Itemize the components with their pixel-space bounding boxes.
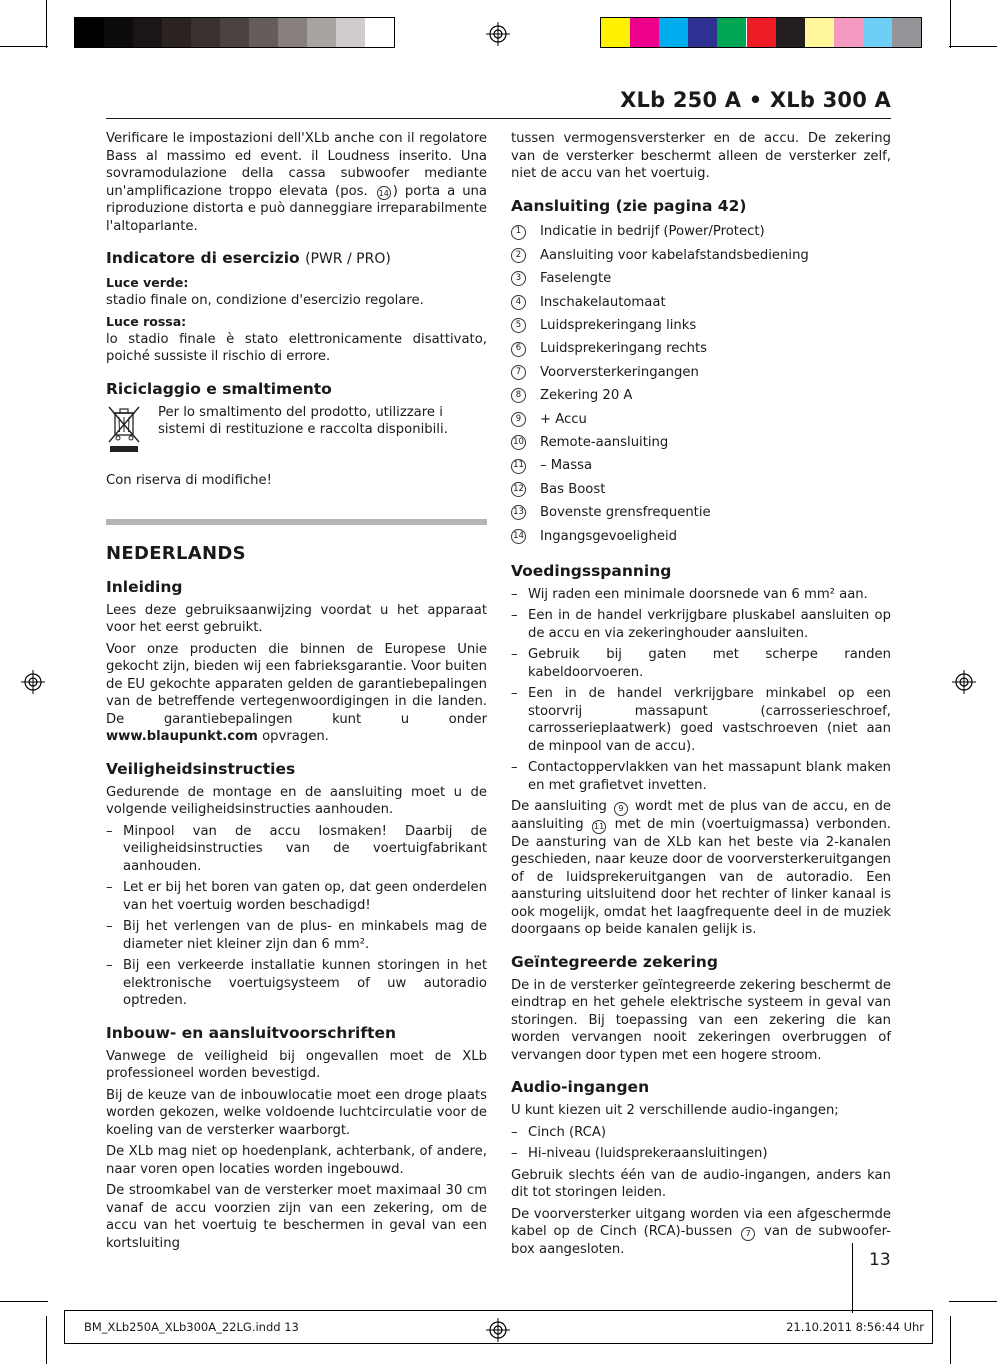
- section-heading-audio: Audio-ingangen: [511, 1078, 650, 1097]
- language-heading: NEDERLANDS: [106, 543, 246, 565]
- number-badge: 3: [511, 271, 526, 286]
- list-item: – Hi-niveau (luidsprekeraansluitingen): [511, 1145, 891, 1163]
- continued-paragraph: tussen vermogensversterker en de accu. De zekering van de versterker beschermt alleen de versterker zelf, niet de accu van het voertuig.: [511, 131, 891, 181]
- audio-list: [511, 1124, 891, 1163]
- list-item: 11 – Massa: [511, 454, 891, 477]
- list-item: 12 Bas Boost: [511, 478, 891, 501]
- number-badge: 6: [511, 342, 526, 357]
- crop-mark: [950, 1316, 951, 1364]
- power-list: [511, 586, 891, 795]
- page-number-rule: [852, 1243, 853, 1313]
- crop-mark: [949, 1301, 997, 1302]
- number-badge: 10: [511, 435, 526, 450]
- number-badge: 1: [511, 225, 526, 240]
- section-heading-power: Voedingsspanning: [511, 561, 672, 580]
- slug-filename: BM_XLb250A_XLb300A_22LG.indd 13: [84, 1320, 299, 1334]
- crop-mark: [46, 0, 47, 48]
- crossed-bin-icon: [106, 404, 142, 454]
- section-heading-installation: Inbouw- en aansluitvoorschriften: [106, 1023, 397, 1042]
- section-heading-introduction: Inleiding: [106, 577, 183, 596]
- list-item: – Contactoppervlakken van het massapunt blank maken en met grafietvet invetten.: [511, 759, 891, 794]
- number-badge: 9: [614, 802, 628, 816]
- reserve-notice: Con riserva di modifiche!: [106, 472, 272, 488]
- crop-mark: [46, 1316, 47, 1364]
- page-number: 13: [869, 1250, 891, 1270]
- number-badge: 13: [511, 505, 526, 520]
- green-light-label: Luce verde:: [106, 275, 189, 291]
- installation-paragraph-4: De stroomkabel van de versterker moet maximaal 30 cm vanaf de accu voorzien zijn van een zekering, om de accu van het voertuig te beschermen in geval van een kortsluiting: [106, 1183, 487, 1251]
- list-item: 7 Voorversterkeringangen: [511, 361, 891, 384]
- number-badge: 12: [511, 482, 526, 497]
- section-heading-fuse: Geïntegreerde zekering: [511, 952, 718, 971]
- list-item: 3 Faselengte: [511, 267, 891, 290]
- number-badge: 8: [511, 388, 526, 403]
- number-badge: 11: [511, 459, 526, 474]
- list-item: – Bij het verlengen van de plus- en minkabels mag de diameter niet kleiner zijn dan 6 mm².: [106, 918, 487, 953]
- section-heading-indicator: Indicatore di esercizio (PWR / PRO): [106, 249, 391, 268]
- number-badge: 14: [511, 529, 526, 544]
- list-item: 1 Indicatie in bedrijf (Power/Protect): [511, 221, 891, 244]
- list-item: 9 + Accu: [511, 408, 891, 431]
- power-paragraph: De aansluiting 9 wordt met de plus van de accu, en de aansluiting 11 met de min (voertuigmassa) verbonden. De aansturing van de XLb kan het beste via 2-kanalen geschieden, naar keuze door de voorversterkeruitgangen of de luidsprekeruitgangen van de autoradio. Een aansturing uitsluitend door het rechter of linker kanaal is ook mogelijk, omdat het laagfrequente deel in de muziek doorgaans op beide kanalen gelijk is.: [511, 799, 891, 938]
- color-bar-outline: [74, 17, 395, 48]
- connection-list: [511, 221, 891, 548]
- list-item: 14 Ingangsgevoeligheid: [511, 525, 891, 548]
- audio-paragraph-1: U kunt kiezen uit 2 verschillende audio-ingangen;: [511, 1103, 839, 1119]
- registration-mark-icon: [21, 670, 45, 694]
- section-heading-recycling: Riciclaggio e smaltimento: [106, 379, 332, 398]
- list-item: – Cinch (RCA): [511, 1124, 891, 1142]
- number-badge: 4: [511, 295, 526, 310]
- header-rule: [106, 118, 891, 119]
- list-item: 13 Bovenste grensfrequentie: [511, 501, 891, 524]
- audio-paragraph-2: Gebruik slechts één van de audio-ingangen, anders kan dit tot storingen leiden.: [511, 1167, 891, 1201]
- installation-paragraph-2: Bij de keuze van de inbouwlocatie moet een droge plaats worden gekozen, welke voldoende luchtcirculatie voor de koeling van de versterker waarborgt.: [106, 1087, 487, 1138]
- list-item: – Minpool van de accu losmaken! Daarbij de veiligheidsinstructies van de voertuigfabrikant aanhouden.: [106, 823, 487, 876]
- registration-mark-icon: [952, 670, 976, 694]
- registration-mark-icon: [486, 22, 510, 46]
- list-item: – Bij een verkeerde installatie kunnen storingen in het elektronische voertuigsysteem of uw autoradio optreden.: [106, 957, 487, 1010]
- number-badge: 7: [741, 1227, 755, 1241]
- list-item: – Wij raden een minimale doorsnede van 6 mm² aan.: [511, 586, 891, 604]
- website-link[interactable]: www.blaupunkt.com: [106, 729, 258, 745]
- number-badge: 7: [511, 365, 526, 380]
- list-item: 10 Remote-aansluiting: [511, 431, 891, 454]
- list-item: 5 Luidsprekeringang links: [511, 314, 891, 337]
- red-light-label: Luce rossa:: [106, 314, 187, 330]
- slug-timestamp: 21.10.2011 8:56:44 Uhr: [786, 1320, 924, 1334]
- green-light-text: stadio finale on, condizione d'esercizio regolare.: [106, 292, 424, 308]
- color-bar-outline: [600, 17, 922, 48]
- position-number-badge: 14: [377, 186, 391, 200]
- audio-paragraph-3: De voorversterker uitgang worden via een afgeschermde kabel op de Cinch (RCA)-bussen 7 van de subwoofer-box aangesloten.: [511, 1206, 891, 1258]
- list-item: 8 Zekering 20 A: [511, 384, 891, 407]
- left-column: [106, 130, 487, 1256]
- recycling-text: Per lo smaltimento del prodotto, utilizzare i sistemi di restituzione e raccolta disponibili.: [158, 404, 448, 438]
- right-column: [511, 130, 891, 1263]
- number-badge: 2: [511, 248, 526, 263]
- page-header-title: XLb 250 A • XLb 300 A: [620, 88, 891, 112]
- installation-paragraph-1: Vanwege de veiligheid bij ongevallen moet de XLb professioneel worden bevestigd.: [106, 1048, 487, 1082]
- list-item: – Gebruik bij gaten met scherpe randen kabeldoorvoeren.: [511, 646, 891, 681]
- crop-mark: [0, 1301, 48, 1302]
- crop-mark: [950, 0, 951, 48]
- number-badge: 9: [511, 412, 526, 427]
- crop-mark: [0, 46, 48, 47]
- red-light-text: lo stadio finale è stato elettronicamente disattivato, poiché sussiste il rischio di errore.: [106, 331, 487, 365]
- crop-mark: [949, 46, 997, 47]
- section-divider: [106, 519, 487, 525]
- number-badge: 11: [592, 820, 606, 834]
- list-item: – Een in de handel verkrijgbare minkabel op een stoorvrij massapunt (carrosserieschroef, carrosserieplaatwerk) goed vastschroeven (niet aan de minpool van de accu).: [511, 685, 891, 755]
- safety-list: [106, 823, 487, 1010]
- recycling-block: [106, 404, 487, 454]
- number-badge: 5: [511, 318, 526, 333]
- introduction-paragraph-1: Lees deze gebruiksaanwijzing voordat u het apparaat voor het eerst gebruikt.: [106, 602, 487, 636]
- installation-paragraph-3: De XLb mag niet op hoedenplank, achterbank, of andere, naar voren open locaties worden ingebouwd.: [106, 1144, 487, 1177]
- section-heading-connection: Aansluiting (zie pagina 42): [511, 196, 747, 215]
- list-item: 4 Inschakelautomaat: [511, 291, 891, 314]
- fuse-paragraph: De in de versterker geïntegreerde zekering beschermt de eindtrap en het gehele elektrische systeem in geval van storingen. Bij toepassing van een zekering die kan worden vervangen nooit zekeringen overbruggen of vervangen door typen met een hogere stroom.: [511, 977, 891, 1063]
- safety-paragraph: Gedurende de montage en de aansluiting moet u de volgende veiligheidsinstructies aanhouden.: [106, 784, 487, 818]
- section-heading-safety: Veiligheidsinstructies: [106, 759, 296, 778]
- list-item: 2 Aansluiting voor kabelafstandsbediening: [511, 244, 891, 267]
- list-item: – Let er bij het boren van gaten op, dat geen onderdelen van het voertuig worden beschadigd!: [106, 879, 487, 914]
- intro-paragraph: Verificare le impostazioni dell'XLb anche con il regolatore Bass al massimo ed event. il Loudness inserito. Una sovramodulazione della cassa subwoofer mediante un'amplificazione troppo elevata (pos. 14 ) porta a una riproduzione distorta e può danneggiare irreparabilmente l'altoparlante.: [106, 131, 487, 234]
- list-item: – Een in de handel verkrijgbare pluskabel aansluiten op de accu en via zekeringhouder aansluiten.: [511, 607, 891, 642]
- introduction-paragraph-2: Voor onze producten die binnen de Europese Unie gekocht zijn, bieden wij een fabrieksgarantie. Voor buiten de EU gekochte apparaten gelden de garantiebepalingen van de betreffende vertegenwoordigingen in die landen. De garantiebepalingen kunt u onder www.blaupunkt.com opvragen.: [106, 641, 487, 745]
- list-item: 6 Luidsprekeringang rechts: [511, 337, 891, 360]
